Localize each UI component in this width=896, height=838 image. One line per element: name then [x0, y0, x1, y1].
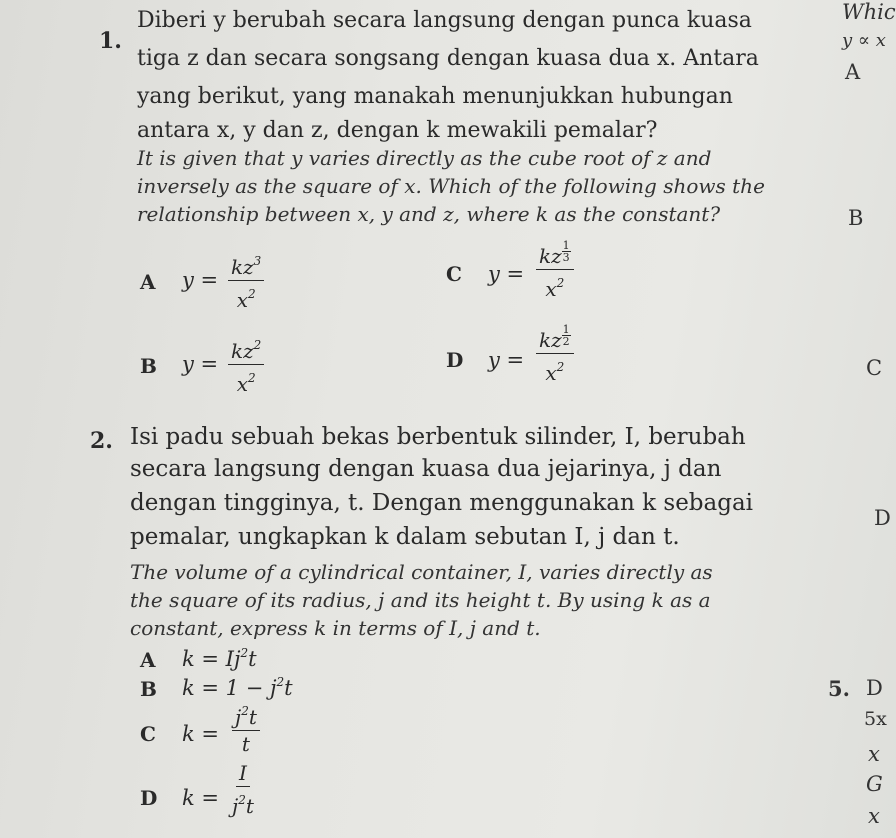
side-proportion: y ∝ x [842, 30, 886, 51]
side-x-2: x [868, 804, 880, 828]
q1-option-c-lhs: y = [488, 262, 525, 286]
side-letter-a: A [845, 60, 861, 84]
q1-option-a-letter: A [140, 270, 156, 294]
q1-option-d-num-exp: $\frac{1}{2}$ [562, 323, 570, 348]
q2-option-c-num-tail: t [248, 705, 257, 729]
q1-english-line-2: inversely as the square of x. Which of the following shows the [137, 174, 765, 198]
q1-option-d-den-exp: 2 [556, 360, 565, 374]
q1-english-line-1: It is given that y varies directly as the cube root of z and [137, 146, 712, 170]
q1-malay-line-3: yang berikut, yang manakah menunjukkan hubungan [137, 84, 733, 109]
q2-option-c-num: j [235, 705, 242, 729]
q2-malay-line-3: dengan tingginya, t. Dengan menggunakan k sebagai [130, 490, 754, 516]
q1-option-b-num: kz [231, 339, 254, 363]
q1-option-c-den: x [545, 277, 557, 301]
q1-option-b-den-exp: 2 [247, 371, 256, 385]
q2-option-b-expr: $k = 1 - j^2t$ [182, 675, 293, 700]
q1-number: 1. [99, 28, 122, 54]
q2-option-d-den: j [232, 794, 239, 818]
side-q5-letter: D [866, 676, 883, 700]
q2-malay-line-1: Isi padu sebuah bekas berbentuk silinder, I, berubah [130, 424, 746, 450]
q2-number: 2. [90, 428, 113, 454]
q2-option-d-den-exp: 2 [238, 793, 246, 807]
q1-option-c-num-exp: $\frac{1}{3}$ [562, 239, 570, 264]
q2-option-d-letter: D [140, 786, 158, 810]
q1-malay-line-4: antara x, y dan z, dengan k mewakili pemalar? [137, 118, 658, 143]
q1-option-a-fraction [228, 250, 264, 311]
q1-option-b-den: x [236, 372, 248, 396]
q1-option-d-lhs: y = [488, 348, 525, 372]
side-g: G [866, 772, 883, 796]
q1-option-d-fraction [536, 312, 574, 384]
q2-option-a-expr: $k = Ij^2t$ [182, 646, 257, 671]
side-q5-frag: 5x [864, 708, 887, 730]
side-top-word: Whic [842, 0, 896, 24]
q1-option-c-letter: C [446, 262, 462, 286]
q1-option-a-lhs: y = [182, 268, 219, 292]
q1-option-b-fraction [228, 334, 264, 395]
q1-option-d-letter: D [446, 348, 464, 372]
q2-option-d-num: I [238, 761, 247, 785]
q1-malay-line-1: Diberi y berubah secara langsung dengan punca kuasa [137, 8, 752, 33]
q2-english-line-1: The volume of a cylindrical container, I, varies directly as [130, 560, 713, 584]
q1-option-c-fraction [536, 228, 574, 300]
side-x-1: x [868, 742, 880, 766]
q2-option-d-lhs: k = [182, 786, 219, 810]
q2-option-c-lhs: k = [182, 722, 219, 746]
q1-english-line-3: relationship between x, y and z, where k as the constant? [137, 202, 721, 226]
q2-option-a-letter: A [140, 648, 156, 672]
q1-option-c-num: kz [539, 244, 562, 268]
q2-english-line-2: the square of its radius, j and its height t. By using k as a [130, 588, 711, 612]
q2-malay-line-4: pemalar, ungkapkan k dalam sebutan I, j dan t. [130, 524, 680, 550]
q2-option-b-letter: B [140, 677, 157, 701]
q2-option-c-fraction [232, 700, 260, 755]
side-letter-d: D [874, 506, 891, 530]
side-q5-number: 5. [828, 676, 850, 701]
q2-option-c-num-exp: 2 [241, 704, 249, 718]
q1-option-a-den-exp: 2 [247, 287, 256, 301]
q1-option-d-num: kz [539, 328, 562, 352]
q1-option-c-den-exp: 2 [556, 276, 565, 290]
q2-option-d-fraction [232, 762, 254, 817]
q1-option-d-den: x [545, 361, 557, 385]
q2-option-c-den: t [241, 732, 250, 756]
q1-option-b-lhs: y = [182, 352, 219, 376]
side-letter-b: B [848, 206, 864, 230]
q2-malay-line-2: secara langsung dengan kuasa dua jejarinya, j dan [130, 456, 722, 482]
q1-option-a-den: x [236, 288, 248, 312]
q2-english-line-3: constant, express k in terms of I, j and t. [130, 616, 541, 640]
q1-option-a-num-exp: 3 [253, 254, 262, 268]
q2-option-c-letter: C [140, 722, 156, 746]
q1-option-a-num: kz [231, 255, 254, 279]
q1-malay-line-2: tiga z dan secara songsang dengan kuasa dua x. Antara [137, 46, 759, 71]
q2-option-d-den-tail: t [245, 794, 254, 818]
side-letter-c: C [866, 356, 883, 380]
q1-option-b-letter: B [140, 354, 157, 378]
q1-option-b-num-exp: 2 [253, 338, 262, 352]
